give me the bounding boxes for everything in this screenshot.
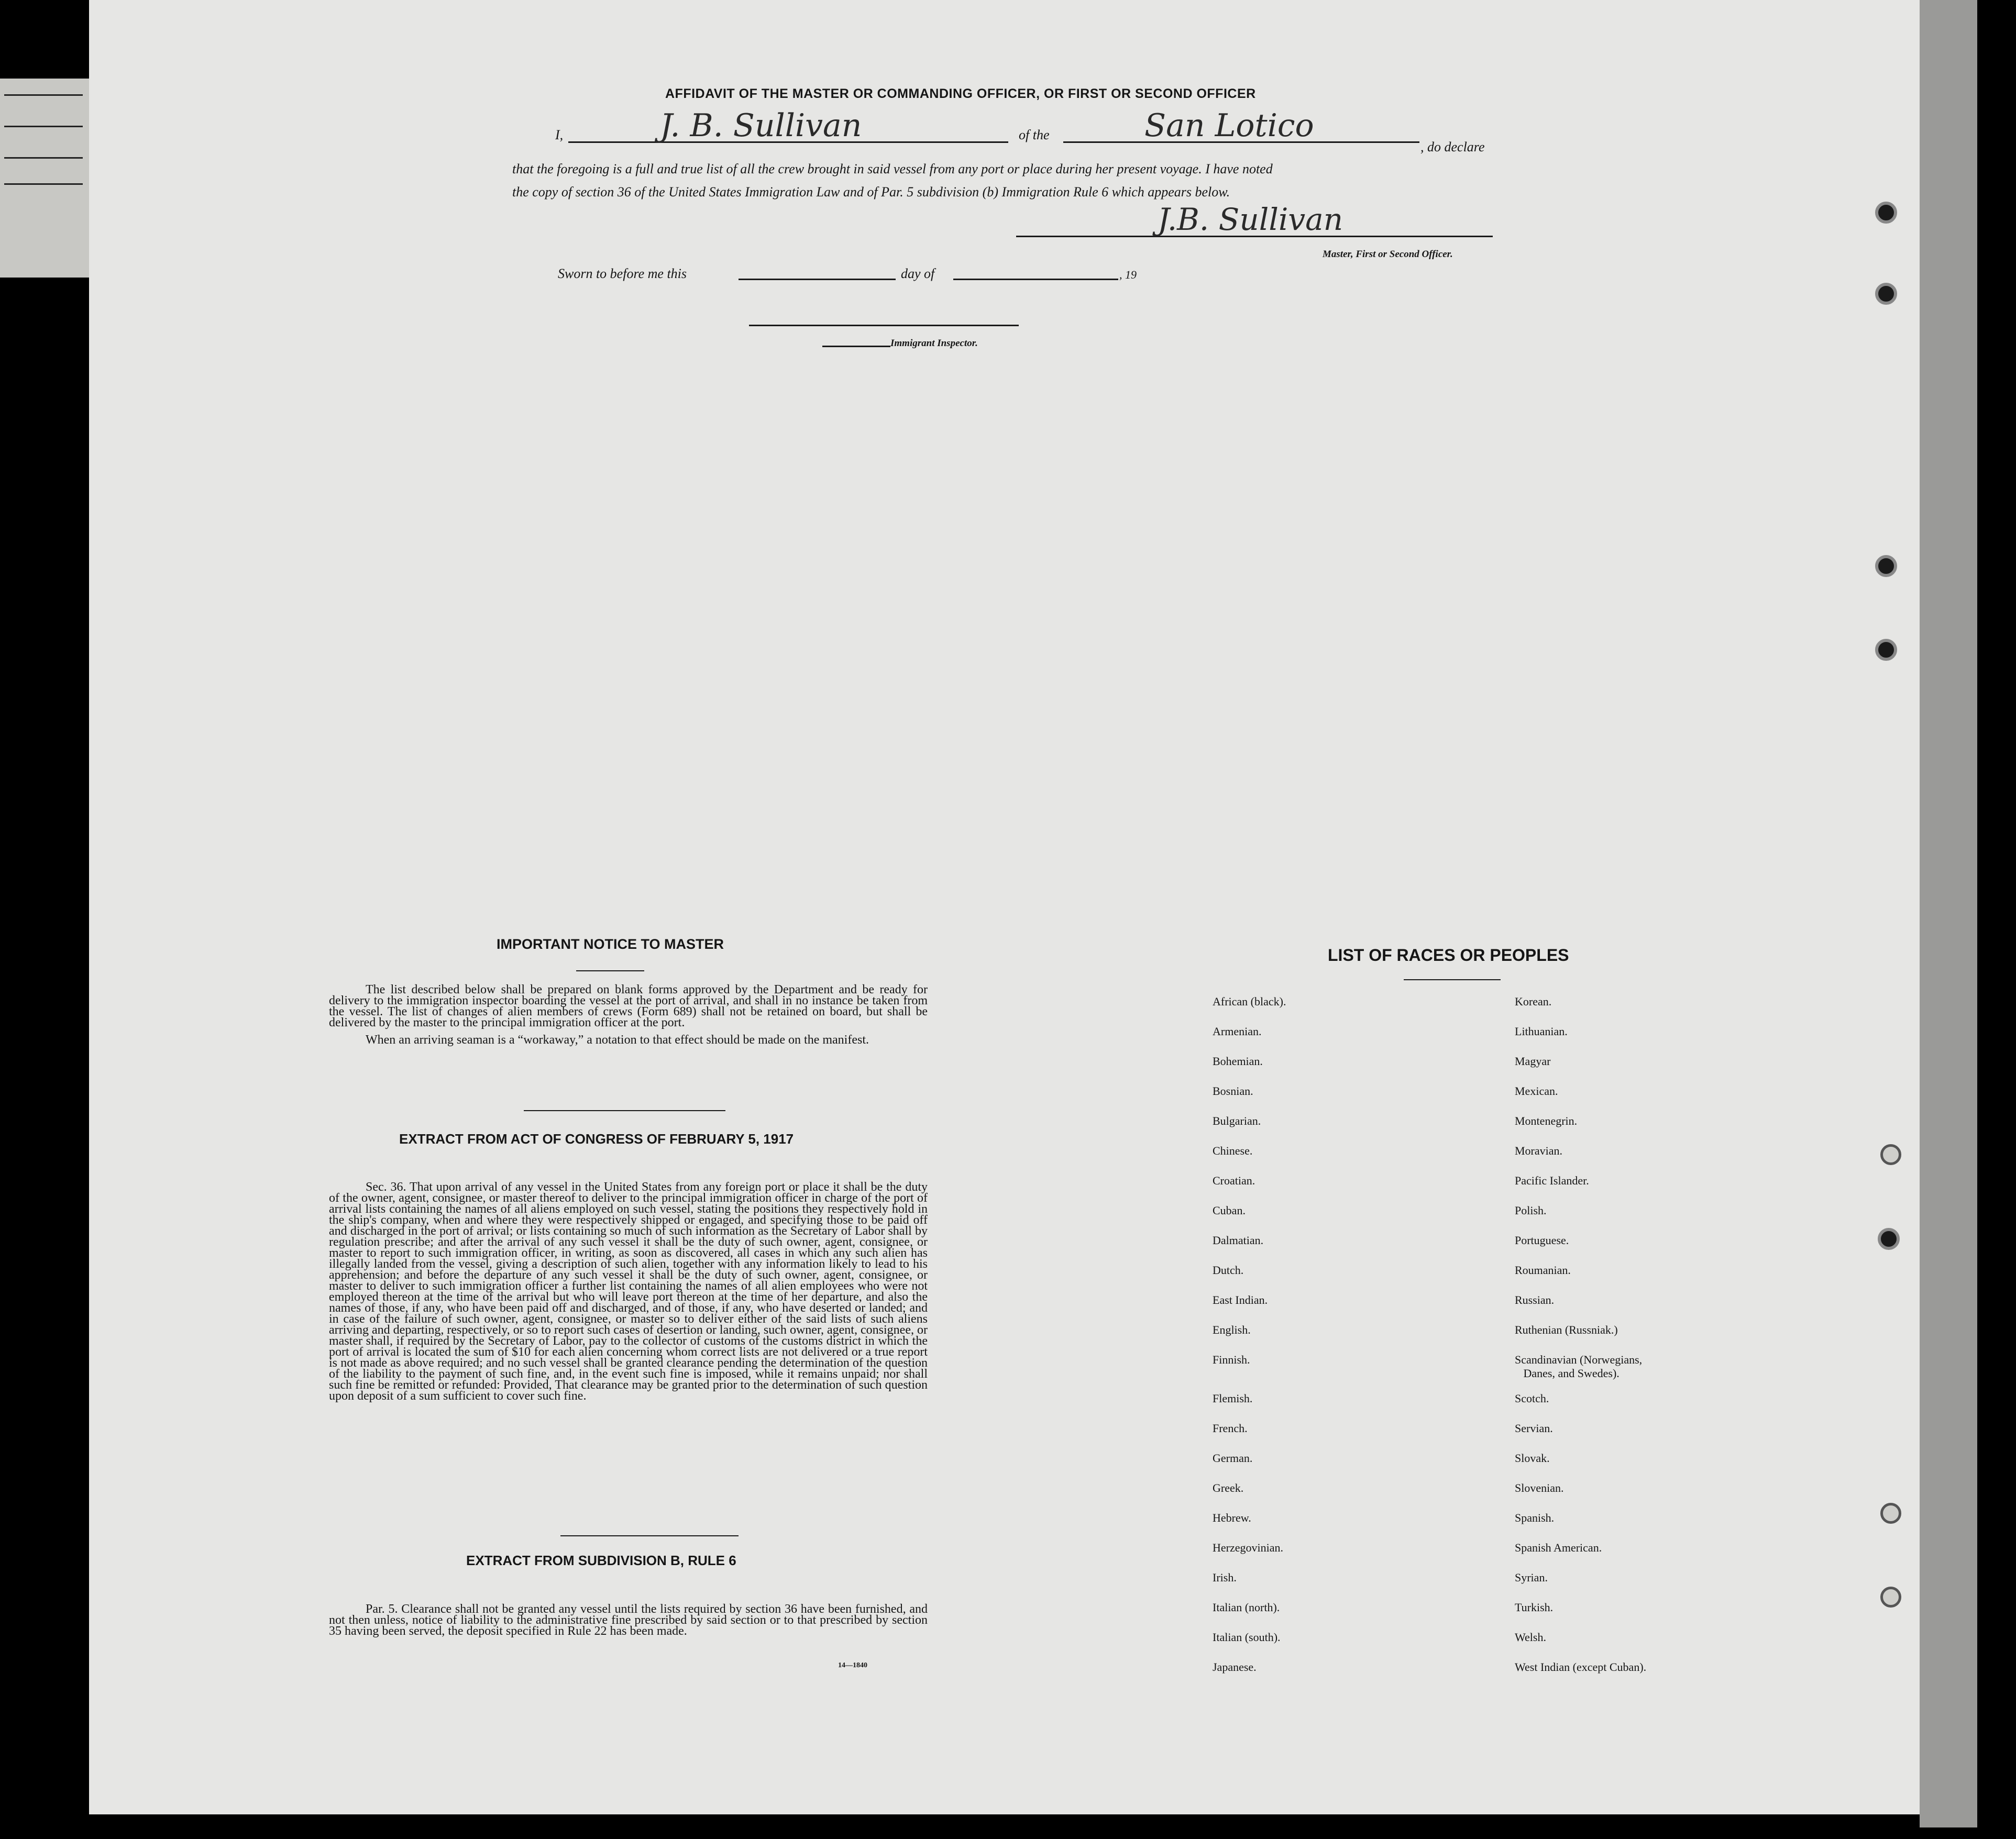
sworn-label: Sworn to before me this bbox=[558, 266, 687, 281]
vessel-name-handwritten: San Lotico bbox=[1144, 107, 1314, 144]
race-item: Greek. bbox=[1213, 1481, 1244, 1494]
race-item: Cuban. bbox=[1213, 1204, 1246, 1217]
race-item: Lithuanian. bbox=[1515, 1025, 1568, 1038]
day-of-label: day of bbox=[901, 266, 935, 281]
race-item: Russian. bbox=[1515, 1293, 1555, 1306]
year-prefix: , 19 bbox=[1119, 268, 1137, 281]
divider bbox=[524, 1110, 725, 1111]
affidavit-title: AFFIDAVIT OF THE MASTER OR COMMANDING OFFICER, OR FIRST OR SECOND OFFICER bbox=[665, 86, 1256, 101]
race-item: Bosnian. bbox=[1213, 1084, 1253, 1098]
rule-extract-title: EXTRACT FROM SUBDIVISION B, RULE 6 bbox=[466, 1553, 736, 1568]
race-item: Magyar bbox=[1515, 1055, 1551, 1068]
act-extract-title: EXTRACT FROM ACT OF CONGRESS OF FEBRUARY 5, 1917 bbox=[399, 1131, 794, 1147]
race-item: African (black). bbox=[1213, 995, 1286, 1008]
master-name-signature: J. B. Sullivan bbox=[660, 107, 862, 144]
affidavit-i-label: I, bbox=[555, 127, 564, 142]
inspector-signature-line bbox=[749, 325, 1019, 326]
race-item: Portuguese. bbox=[1515, 1234, 1569, 1247]
race-item: Korean. bbox=[1515, 995, 1552, 1008]
officer-caption: Master, First or Second Officer. bbox=[1323, 249, 1453, 260]
race-item: Ruthenian (Russniak.) bbox=[1515, 1323, 1618, 1336]
race-item: Turkish. bbox=[1515, 1601, 1554, 1614]
race-item: French. bbox=[1213, 1422, 1248, 1435]
race-item: Slovenian. bbox=[1515, 1481, 1564, 1494]
race-item: German. bbox=[1213, 1452, 1253, 1465]
race-item: Armenian. bbox=[1213, 1025, 1262, 1038]
races-title: LIST OF RACES OR PEOPLES bbox=[1328, 946, 1569, 965]
race-item: Scandinavian (Norwegians, Danes, and Swedes). bbox=[1515, 1353, 1643, 1380]
act-section-36-text: Sec. 36. That upon arrival of any vessel in the United States from any foreign port or place it shall be the duty of the owner, agent, consignee, or master thereof to deliver to the principal immigration officer in charge of the port of arrival lists containing the names of all aliens employed on such vessel, stating the positions they respectively hold in the ship's company, when and where they were respectively shipped or engaged, and specifying those to be paid off and discharged in the port of arrival; or lists containing so much of such information as the Secretary of Labor shall by regulation prescribe; and after the arrival of any such vessel it shall be the duty of such owner, agent, consignee, or master to report to such immigration officer, in writing, as soon as discovered, all cases in which any such alien has illegally landed from the vessel, giving a description of such alien, together with any information likely to lead to his apprehension; and before the departure of any such vessel it shall be the duty of such owner, agent, consignee, or master to deliver to such immigration officer a further list containing the names of all alien employees who were not employed thereon at the time of the arrival but who will leave port thereon at the time of her departure, and also the names of those, if any, who have been paid off and discharged, and of those, if any, who have deserted or landed; and in case of the failure of such owner, agent, consignee, or master so to deliver either of the said lists of such aliens arriving and departing, respectively, or so to report such cases of desertion or landing, such owner, agent, consignee, or master shall, if required by the Secretary of Labor, pay to the collector of customs of the customs district in which the port of arrival is located the sum of $10 for each alien concerning whom correct lists are not delivered or a true report is not made as above required; and no such vessel shall be granted clearance pending the determination of the question of the liability to the payment of such fine, and, in the event such fine is imposed, while it remains unpaid; nor shall such fine be remitted or refunded: Provided, That clearance may be granted prior to the determination of such question upon deposit of a sum sufficient to cover such fine. bbox=[329, 1180, 928, 1403]
race-item: Welsh. bbox=[1515, 1631, 1546, 1644]
race-item: Servian. bbox=[1515, 1422, 1553, 1435]
notice-paragraph-1: The list described below shall be prepared on blank forms approved by the Department and be ready for delivery to the immigration inspector boarding the vessel at the port of arrival, and shall in no instance be taken from the vessel. The list of changes of alien members of crews (Form 689) shall not be retained on board, but shall be delivered by the master to the principal immigration officer at the port. bbox=[329, 983, 928, 1029]
race-item: Croatian. bbox=[1213, 1174, 1255, 1187]
binder-hole-icon bbox=[1875, 639, 1897, 661]
race-item: Syrian. bbox=[1515, 1571, 1548, 1584]
race-item: Hebrew. bbox=[1213, 1511, 1251, 1524]
race-item: Mexican. bbox=[1515, 1084, 1558, 1098]
affidavit-line-1: that the foregoing is a full and true list of all the crew brought in said vessel from any port or place during her present voyage. I have noted bbox=[512, 161, 1273, 176]
rule-extract-body bbox=[329, 1604, 928, 1637]
race-item: Dalmatian. bbox=[1213, 1234, 1264, 1247]
race-item: Moravian. bbox=[1515, 1144, 1563, 1157]
notice-paragraph-2: When an arriving seaman is a “workaway,” a notation to that effect should be made on the manifest. bbox=[366, 1033, 869, 1047]
race-item: English. bbox=[1213, 1323, 1251, 1336]
sworn-blank-line bbox=[739, 279, 896, 280]
race-item: Italian (south). bbox=[1213, 1631, 1281, 1644]
race-item: West Indian (except Cuban). bbox=[1515, 1660, 1647, 1674]
race-item: East Indian. bbox=[1213, 1293, 1268, 1306]
race-item: Japanese. bbox=[1213, 1660, 1257, 1674]
race-item: Scotch. bbox=[1515, 1392, 1549, 1405]
race-item: Italian (north). bbox=[1213, 1601, 1280, 1614]
race-item: Pacific Islander. bbox=[1515, 1174, 1589, 1187]
race-item: Finnish. bbox=[1213, 1353, 1250, 1366]
notice-body bbox=[329, 984, 928, 1046]
race-item: Bulgarian. bbox=[1213, 1114, 1261, 1127]
binder-hole-icon bbox=[1875, 202, 1897, 224]
race-item: Dutch. bbox=[1213, 1264, 1244, 1277]
divider bbox=[560, 1535, 739, 1536]
race-item: Spanish American. bbox=[1515, 1541, 1602, 1554]
affidavit-line-2: the copy of section 36 of the United States Immigration Law and of Par. 5 subdivision (b) Immigration Rule 6 which appears below. bbox=[512, 184, 1230, 200]
inspector-caption: Immigrant Inspector. bbox=[890, 338, 978, 349]
divider bbox=[1404, 979, 1501, 980]
race-item: Spanish. bbox=[1515, 1511, 1555, 1524]
race-item: Chinese. bbox=[1213, 1144, 1253, 1157]
race-item: Irish. bbox=[1213, 1571, 1237, 1584]
binder-hole-icon bbox=[1880, 1503, 1901, 1524]
act-extract-body bbox=[329, 1182, 928, 1402]
race-item: Bohemian. bbox=[1213, 1055, 1263, 1068]
race-item: Roumanian. bbox=[1515, 1264, 1571, 1277]
inspector-short-line bbox=[822, 346, 890, 347]
officer-signature: J.B. Sullivan bbox=[1158, 202, 1343, 237]
notice-title: IMPORTANT NOTICE TO MASTER bbox=[497, 936, 724, 952]
day-blank-line bbox=[953, 279, 1118, 280]
binder-hole-icon bbox=[1875, 283, 1897, 305]
divider bbox=[576, 970, 644, 971]
binder-hole-icon bbox=[1875, 555, 1897, 577]
do-declare-label: , do declare bbox=[1420, 139, 1485, 154]
binder-hole-icon bbox=[1880, 1144, 1901, 1165]
race-item: Montenegrin. bbox=[1515, 1114, 1578, 1127]
adjacent-page-strip bbox=[0, 79, 89, 278]
of-the-label: of the bbox=[1019, 127, 1050, 142]
race-item: Polish. bbox=[1515, 1204, 1547, 1217]
binder-hole-icon bbox=[1880, 1587, 1901, 1608]
race-item: Flemish. bbox=[1213, 1392, 1253, 1405]
race-item: Slovak. bbox=[1515, 1452, 1550, 1465]
binder-hole-icon bbox=[1878, 1228, 1900, 1250]
document-sheet bbox=[89, 0, 1922, 1814]
page-edge bbox=[1920, 0, 1977, 1827]
race-item: Herzegovinian. bbox=[1213, 1541, 1283, 1554]
form-number: 14—1840 bbox=[838, 1661, 867, 1669]
rule-paragraph: Par. 5. Clearance shall not be granted any vessel until the lists required by section 36 have been furnished, and not then unless, notice of liability to the administrative fine prescribed by said section or to that prescribed by section 35 having been served, the deposit specified in Rule 22 has been made. bbox=[329, 1602, 928, 1638]
